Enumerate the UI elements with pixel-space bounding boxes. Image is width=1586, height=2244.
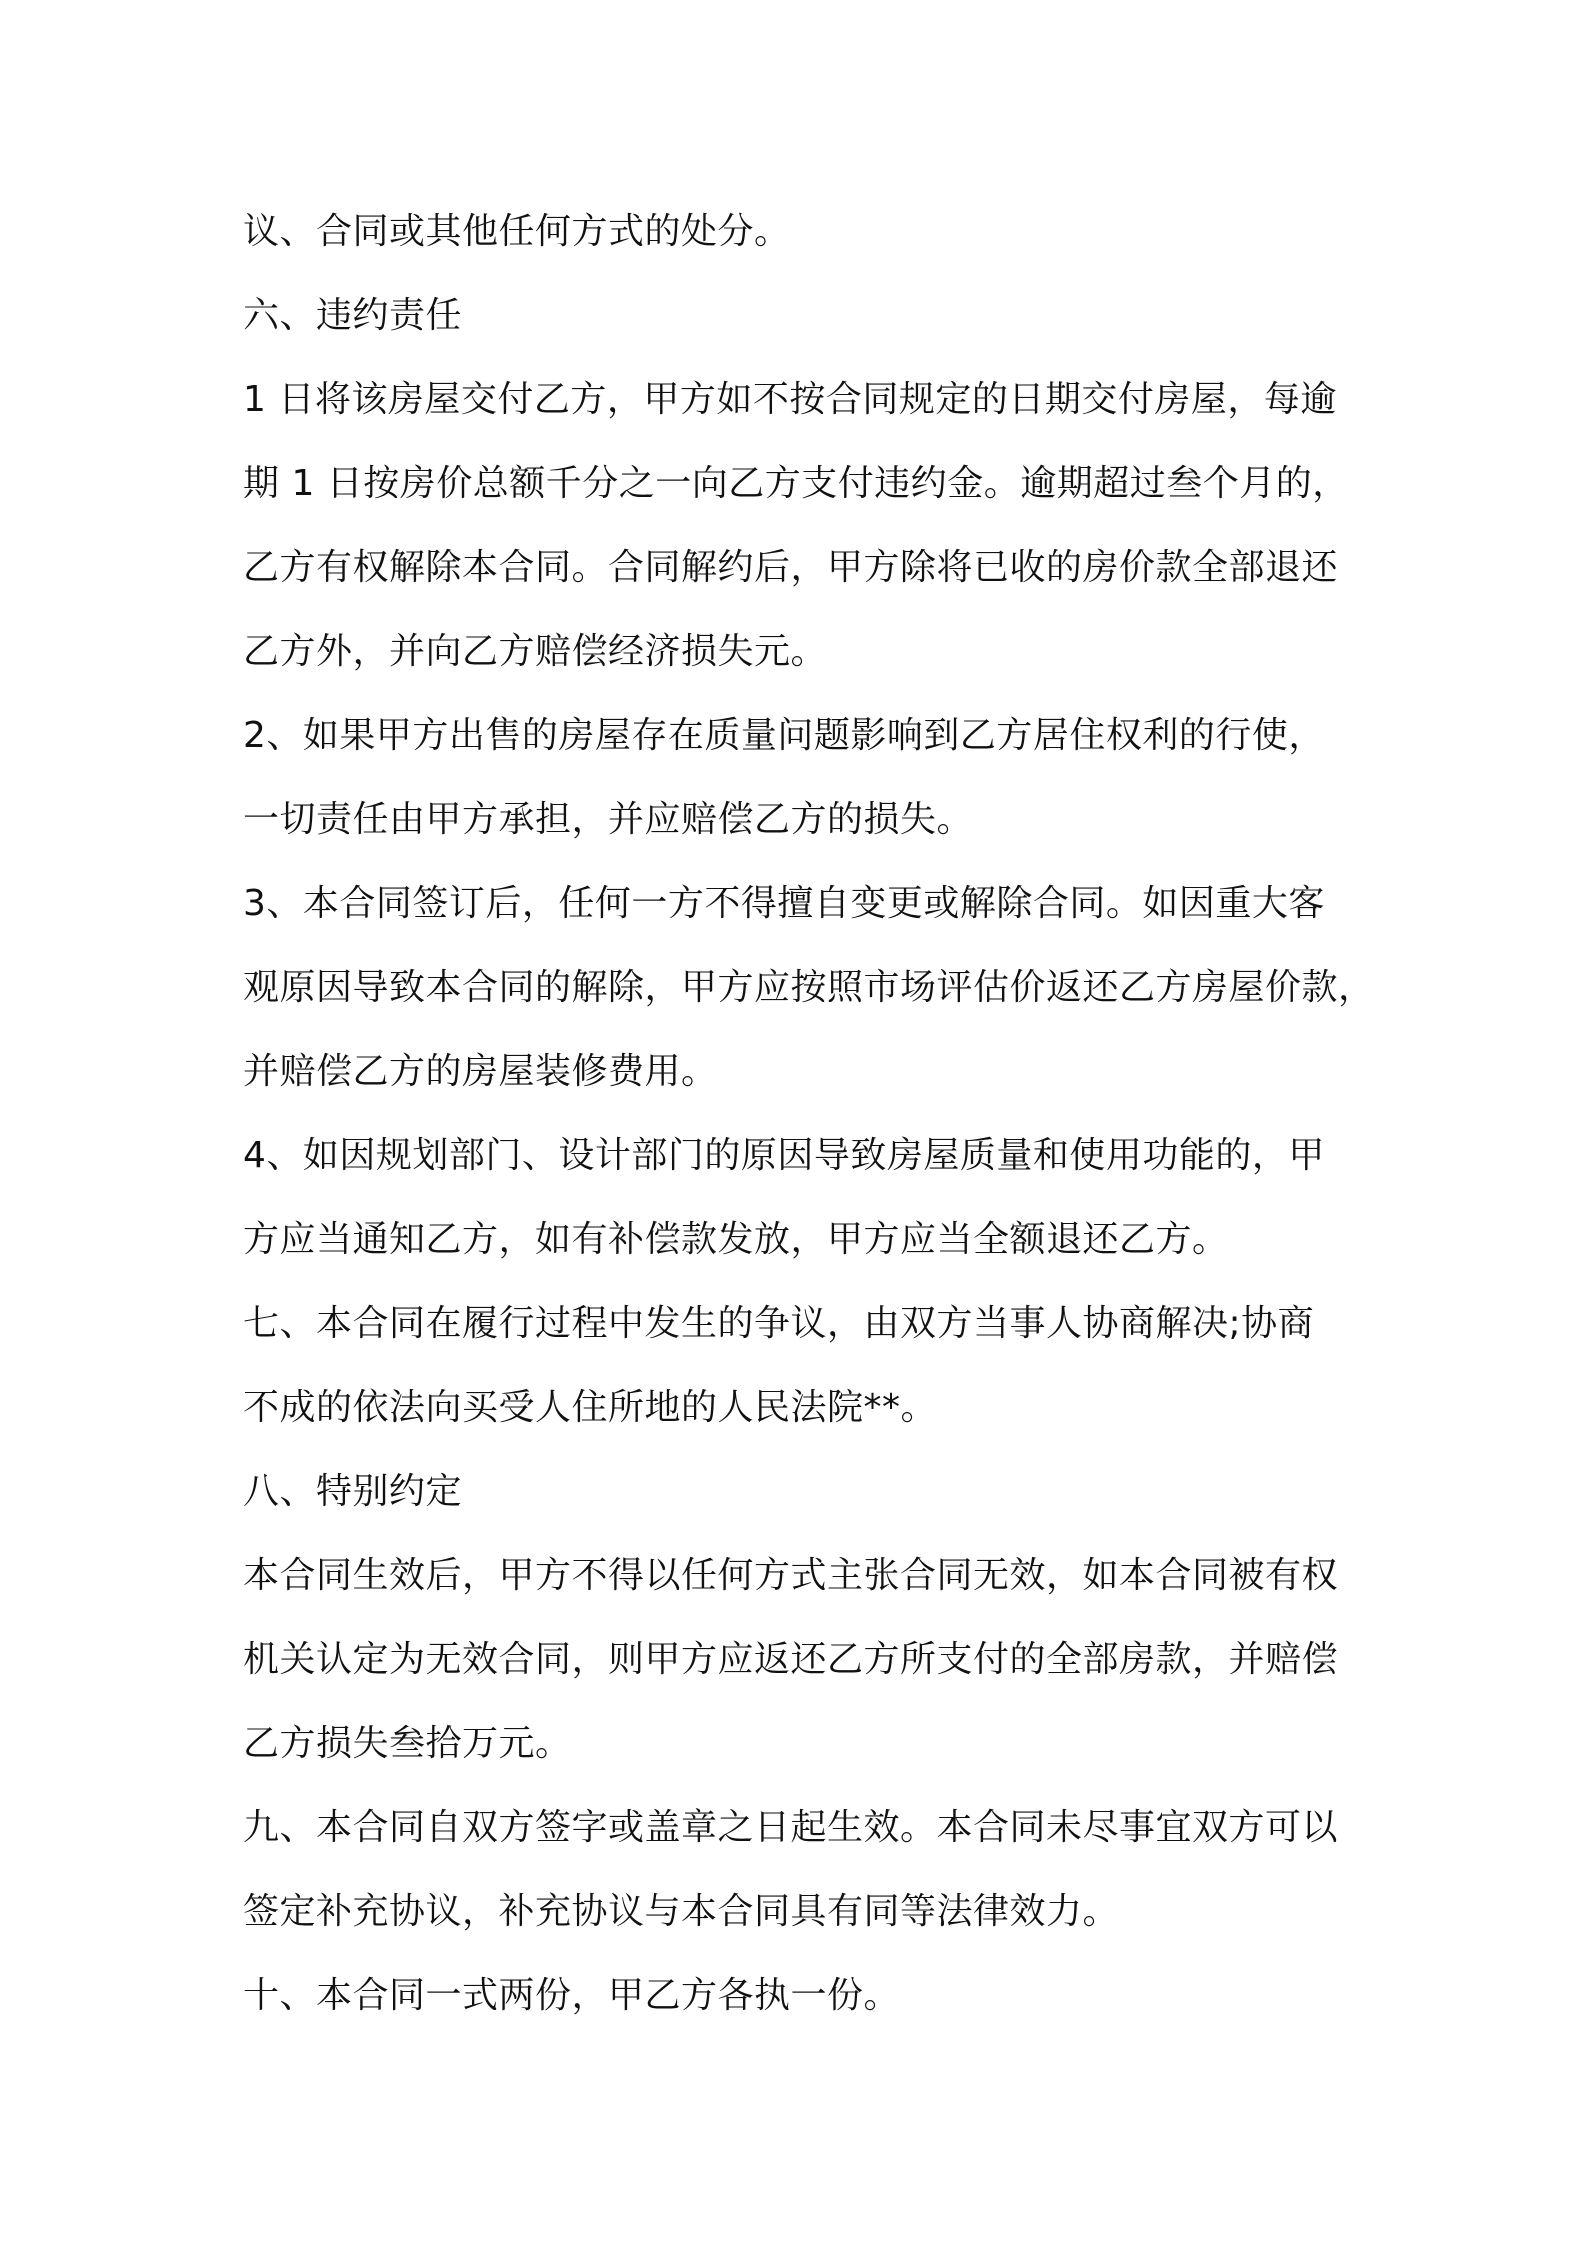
section-heading: 八、特别约定 bbox=[243, 1471, 463, 1512]
text-line: 3、本合同签订后，任何一方不得擅自变更或解除合同。如因重大客 bbox=[243, 883, 1325, 924]
text-line: 4、如因规划部门、设计部门的原因导致房屋质量和使用功能的，甲 bbox=[243, 1135, 1325, 1176]
text-line: 1 日将该房屋交付乙方，甲方如不按合同规定的日期交付房屋，每逾 bbox=[243, 379, 1337, 420]
text-line: 乙方损失叁拾万元。 bbox=[243, 1723, 572, 1764]
text-line: 本合同生效后，甲方不得以任何方式主张合同无效，如本合同被有权 bbox=[243, 1555, 1339, 1596]
text-line: 并赔偿乙方的房屋装修费用。 bbox=[243, 1051, 718, 1092]
text-line: 乙方外，并向乙方赔偿经济损失元。 bbox=[243, 631, 828, 672]
text-line: 2、如果甲方出售的房屋存在质量问题影响到乙方居住权利的行使， bbox=[243, 715, 1325, 756]
text-line: 十、本合同一式两份，甲乙方各执一份。 bbox=[243, 1975, 901, 2016]
text-line: 不成的依法向买受人住所地的人民法院**。 bbox=[243, 1387, 938, 1428]
text-line: 议、合同或其他任何方式的处分。 bbox=[243, 211, 791, 252]
text-line: 签定补充协议，补充协议与本合同具有同等法律效力。 bbox=[243, 1891, 1120, 1932]
text-line: 观原因导致本合同的解除，甲方应按照市场评估价返还乙方房屋价款， bbox=[243, 967, 1375, 1008]
text-line: 七、本合同在履行过程中发生的争议，由双方当事人协商解决;协商 bbox=[243, 1303, 1315, 1344]
text-line: 一切责任由甲方承担，并应赔偿乙方的损失。 bbox=[243, 799, 974, 840]
text-line: 机关认定为无效合同，则甲方应返还乙方所支付的全部房款，并赔偿 bbox=[243, 1639, 1339, 1680]
text-line: 期 1 日按房价总额千分之一向乙方支付违约金。逾期超过叁个月的， bbox=[243, 463, 1349, 504]
section-heading: 六、违约责任 bbox=[243, 295, 463, 336]
text-line: 乙方有权解除本合同。合同解约后，甲方除将已收的房价款全部退还 bbox=[243, 547, 1339, 588]
text-line: 方应当通知乙方，如有补偿款发放，甲方应当全额退还乙方。 bbox=[243, 1219, 1229, 1260]
contract-text bbox=[243, 190, 1375, 2038]
text-line: 九、本合同自双方签字或盖章之日起生效。本合同未尽事宜双方可以 bbox=[243, 1807, 1339, 1848]
